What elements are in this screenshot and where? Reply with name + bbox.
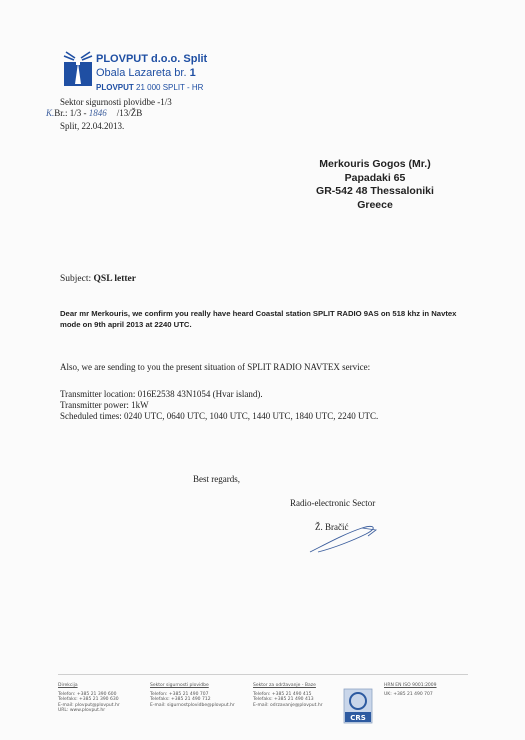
transmitter-power: Transmitter power: 1kW — [60, 400, 149, 410]
footer-head: Sektor sigurnosti plovidbe — [150, 683, 209, 688]
logo-mark-text: PLOVPUT — [96, 83, 134, 92]
also-paragraph: Also, we are sending to you the present situation of SPLIT RADIO NAVTEX service: — [60, 362, 371, 372]
footer-line: E-mail: odrzavanje@plovput.hr — [253, 702, 323, 708]
street-number: 1 — [189, 67, 196, 79]
footer-sektor-sigurnosti — [150, 683, 235, 708]
department: Sektor sigurnosti plovidbe -1/3 — [60, 97, 172, 107]
closing-regards: Best regards, — [193, 474, 240, 484]
footer-line: Telefon: +385 21 490 415 — [253, 691, 312, 697]
signature-scribble — [304, 518, 384, 558]
recipient-street: Papadaki 65 — [344, 171, 406, 184]
crs-certification-logo — [343, 688, 373, 724]
footer-iso — [384, 683, 437, 697]
ref-handwritten: 1846 — [88, 108, 107, 118]
footer-line: E-mail: sigurnostplovidbe@plovput.hr — [150, 702, 235, 708]
street: Obala Lazareta br. — [96, 67, 187, 79]
footer-line: Telefaks: +385 21 390 630 — [58, 697, 119, 702]
footer-direkcija — [58, 683, 120, 714]
ref-prefix: K. — [46, 108, 55, 118]
footer-sektor-odrzavanje — [253, 683, 323, 708]
intro-paragraph: Dear mr Merkouris, we confirm you really have heard Coastal station SPLIT RADIO 9AS on 518 khz in Navtex mode on 9th april 2013 at 2240 UTC. — [60, 309, 457, 329]
ref-suffix: /13/ŽB — [116, 108, 143, 118]
footer-line: Telefon: +385 21 490 707 — [150, 691, 209, 697]
lighthouse-logo-icon — [62, 50, 94, 88]
ref-label: Br.: 1/3 - — [54, 108, 89, 118]
recipient-city: GR-542 48 Thessaloniki — [316, 185, 434, 197]
footer-head: Sektor za održavanje - Baze — [253, 683, 316, 688]
footer-line: Telefon: +385 21 390 600 — [58, 691, 117, 697]
recipient-name: Merkouris Gogos (Mr.) — [319, 158, 431, 170]
reference-number — [46, 108, 142, 118]
company-postcode — [96, 83, 203, 92]
footer-line: Telefaks: +385 21 490 413 — [253, 697, 314, 702]
footer-head: Direkcija — [58, 683, 78, 688]
crs-label: CRS — [350, 714, 366, 722]
signature-name: Ž. Bračić — [315, 522, 349, 532]
footer-divider — [58, 674, 468, 675]
scheduled-times: Scheduled times: 0240 UTC, 0640 UTC, 1040 UTC, 1440 UTC, 1840 UTC, 2240 UTC. — [60, 411, 379, 421]
transmitter-details — [60, 389, 378, 422]
footer-head: HRN EN ISO 9001:2009 — [384, 683, 437, 688]
company-name: PLOVPUT d.o.o. Split — [96, 53, 208, 65]
footer-line: URL: www.plovput.hr — [58, 708, 106, 713]
closing-sector: Radio-electronic Sector — [290, 498, 376, 508]
footer-line: Telefaks: +385 21 490 712 — [150, 697, 211, 702]
transmitter-location: Transmitter location: 016E2538 43N1054 (Hvar island). — [60, 389, 263, 399]
place-date: Split, 22.04.2013. — [60, 121, 125, 131]
footer-line: E-mail: plovput@plovput.hr — [58, 702, 120, 708]
postcode-city: 21 000 SPLIT - HR — [136, 83, 204, 92]
company-address — [96, 67, 196, 79]
subject-line — [60, 274, 136, 284]
footer-line: UK: +385 21 490 707 — [384, 691, 433, 697]
subject-label: Subject: — [60, 274, 92, 284]
recipient-country: Greece — [357, 198, 393, 211]
recipient-address — [280, 158, 470, 212]
subject-text: QSL letter — [93, 274, 136, 284]
